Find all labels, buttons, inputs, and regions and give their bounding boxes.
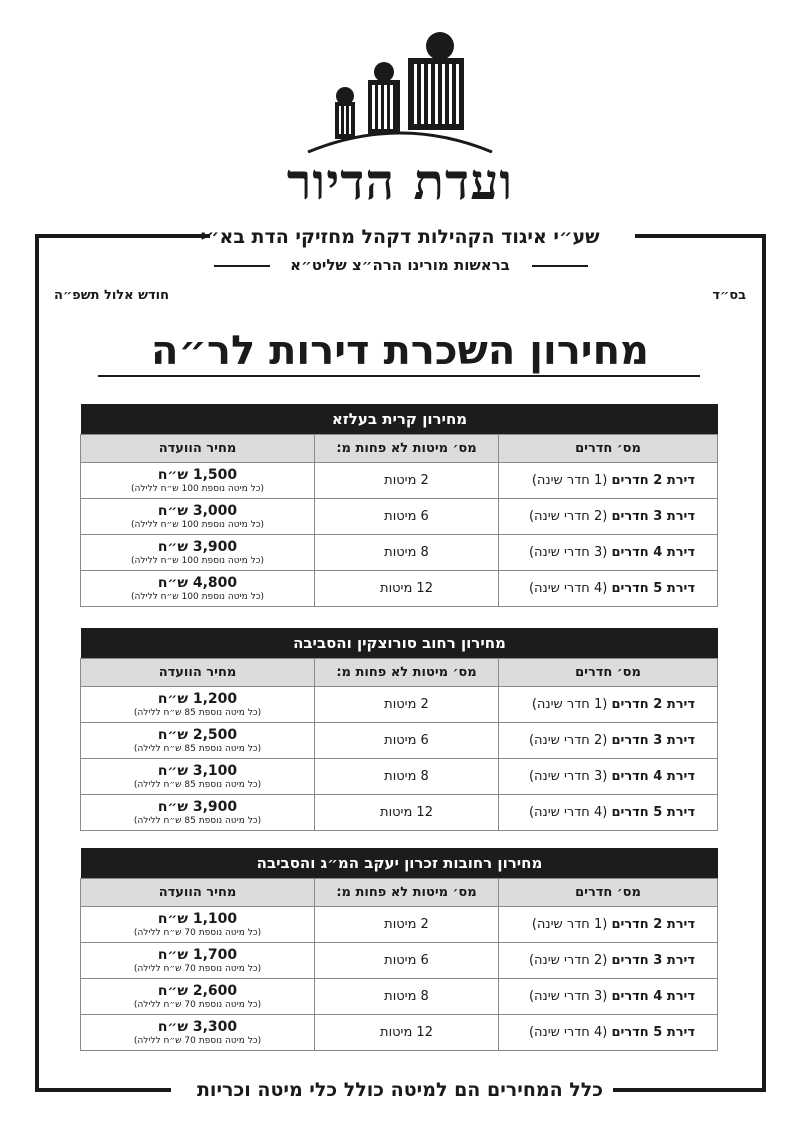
rooms-cell bbox=[499, 795, 718, 831]
beds-cell: 6 מיטות bbox=[315, 943, 499, 979]
price-cell bbox=[81, 943, 315, 979]
rooms-note: (1 חדר שינה) bbox=[531, 473, 612, 488]
table-row bbox=[81, 571, 718, 607]
price-cell bbox=[81, 907, 315, 943]
beds-cell: 12 מיטות bbox=[315, 1015, 499, 1051]
month-label: חודש אלול תשפ״ה bbox=[54, 288, 170, 303]
price-value: 3,000 ש״ח bbox=[157, 502, 238, 519]
beds-cell: 8 מיטות bbox=[315, 759, 499, 795]
rooms-note: (3 חדרי שינה) bbox=[528, 989, 612, 1004]
rooms-cell bbox=[499, 1015, 718, 1051]
rooms-label: דירת 5 חדרים bbox=[611, 805, 695, 820]
table-row bbox=[81, 979, 718, 1015]
rooms-label: דירת 5 חדרים bbox=[611, 1025, 695, 1040]
price-value: 3,300 ש״ח bbox=[157, 1018, 238, 1035]
table-header-row bbox=[81, 659, 718, 687]
price-value: 3,900 ש״ח bbox=[157, 798, 238, 815]
price-cell bbox=[81, 723, 315, 759]
price-table bbox=[80, 878, 718, 1051]
beds-cell: 2 מיטות bbox=[315, 687, 499, 723]
leadership-line: בראשות מורינו הרה״צ שליט״א bbox=[290, 256, 510, 274]
price-value: 3,100 ש״ח bbox=[157, 762, 238, 779]
price-section-zichron-yaakov bbox=[81, 848, 718, 1051]
price-cell bbox=[81, 687, 315, 723]
rooms-note: (4 חדרי שינה) bbox=[528, 1025, 612, 1040]
price-note: (כל מיטה נוספת 70 ש״ח ללילה) bbox=[133, 927, 262, 938]
price-cell bbox=[81, 571, 315, 607]
price-value: 1,200 ש״ח bbox=[157, 690, 238, 707]
rooms-cell bbox=[499, 499, 718, 535]
price-note: (כל מיטה נוספת 70 ש״ח ללילה) bbox=[133, 963, 262, 974]
price-note: (כל מיטה נוספת 100 ש״ח ללילה) bbox=[131, 555, 264, 566]
price-value: 3,900 ש״ח bbox=[157, 538, 238, 555]
org-subtitle: שע״י איגוד הקהילות דקהל מחזיקי הדת בא״י bbox=[200, 226, 600, 248]
rooms-label: דירת 4 חדרים bbox=[611, 545, 695, 560]
buildings-logo-icon bbox=[300, 30, 500, 155]
rooms-cell bbox=[499, 943, 718, 979]
section-title: מחירון רחובות זכרון יעקב המ״ג והסביבה bbox=[81, 848, 718, 878]
price-value: 4,800 ש״ח bbox=[157, 574, 238, 591]
col-header-price: מחיר הוועדה bbox=[81, 435, 315, 463]
price-section-sorotzkin bbox=[81, 628, 718, 831]
table-row bbox=[81, 687, 718, 723]
table-header-row bbox=[81, 435, 718, 463]
rooms-label: דירת 3 חדרים bbox=[611, 953, 695, 968]
table-row bbox=[81, 907, 718, 943]
rooms-label: דירת 3 חדרים bbox=[611, 509, 695, 524]
table-header-row bbox=[81, 879, 718, 907]
col-header-price: מחיר הוועדה bbox=[81, 879, 315, 907]
rooms-label: דירת 5 חדרים bbox=[611, 581, 695, 596]
table-row bbox=[81, 499, 718, 535]
price-value: 1,500 ש״ח bbox=[157, 466, 238, 483]
price-value: 2,500 ש״ח bbox=[157, 726, 238, 743]
rooms-label: דירת 3 חדרים bbox=[611, 733, 695, 748]
rooms-cell bbox=[499, 571, 718, 607]
beds-cell: 8 מיטות bbox=[315, 535, 499, 571]
price-note: (כל מיטה נוספת 85 ש״ח ללילה) bbox=[133, 707, 262, 718]
table-row bbox=[81, 1015, 718, 1051]
table-row bbox=[81, 535, 718, 571]
org-title: ועדת הדיור bbox=[286, 152, 514, 211]
price-value: 2,600 ש״ח bbox=[157, 982, 238, 999]
price-cell bbox=[81, 1015, 315, 1051]
footer-note: כלל המחירים הם למיטה כולל כלי מיטה וכריות bbox=[196, 1079, 604, 1101]
price-table bbox=[80, 658, 718, 831]
price-cell bbox=[81, 979, 315, 1015]
table-row bbox=[81, 723, 718, 759]
price-note: (כל מיטה נוספת 85 ש״ח ללילה) bbox=[133, 779, 262, 790]
beds-cell: 2 מיטות bbox=[315, 463, 499, 499]
rooms-label: דירת 2 חדרים bbox=[611, 917, 695, 932]
rooms-label: דירת 2 חדרים bbox=[611, 697, 695, 712]
rooms-label: דירת 2 חדרים bbox=[611, 473, 695, 488]
price-note: (כל מיטה נוספת 85 ש״ח ללילה) bbox=[133, 743, 262, 754]
price-note: (כל מיטה נוספת 100 ש״ח ללילה) bbox=[131, 483, 264, 494]
rooms-note: (1 חדר שינה) bbox=[531, 917, 612, 932]
table-row bbox=[81, 759, 718, 795]
rooms-cell bbox=[499, 535, 718, 571]
price-note: (כל מיטה נוספת 100 ש״ח ללילה) bbox=[131, 519, 264, 530]
price-cell bbox=[81, 795, 315, 831]
rooms-note: (4 חדרי שינה) bbox=[528, 581, 612, 596]
price-cell bbox=[81, 499, 315, 535]
bsd-mark: בס״ד bbox=[712, 288, 746, 303]
rooms-note: (2 חדרי שינה) bbox=[528, 953, 612, 968]
rooms-cell bbox=[499, 463, 718, 499]
table-row bbox=[81, 943, 718, 979]
rooms-label: דירת 4 חדרים bbox=[611, 989, 695, 1004]
price-cell bbox=[81, 759, 315, 795]
price-note: (כל מיטה נוספת 100 ש״ח ללילה) bbox=[131, 591, 264, 602]
rooms-cell bbox=[499, 979, 718, 1015]
rooms-cell bbox=[499, 759, 718, 795]
rooms-cell bbox=[499, 907, 718, 943]
rooms-note: (2 חדרי שינה) bbox=[528, 509, 612, 524]
col-header-rooms: מס׳ חדרים bbox=[499, 435, 718, 463]
beds-cell: 8 מיטות bbox=[315, 979, 499, 1015]
col-header-price: מחיר הוועדה bbox=[81, 659, 315, 687]
price-cell bbox=[81, 463, 315, 499]
rooms-note: (1 חדר שינה) bbox=[531, 697, 612, 712]
price-table bbox=[80, 434, 718, 607]
price-cell bbox=[81, 535, 315, 571]
price-note: (כל מיטה נוספת 70 ש״ח ללילה) bbox=[133, 999, 262, 1010]
section-title: מחירון רחוב סורוצקין והסביבה bbox=[81, 628, 718, 658]
col-header-beds: מס׳ מיטות לא פחות מ: bbox=[315, 659, 499, 687]
price-note: (כל מיטה נוספת 70 ש״ח ללילה) bbox=[133, 1035, 262, 1046]
beds-cell: 6 מיטות bbox=[315, 723, 499, 759]
beds-cell: 6 מיטות bbox=[315, 499, 499, 535]
beds-cell: 12 מיטות bbox=[315, 571, 499, 607]
price-value: 1,700 ש״ח bbox=[157, 946, 238, 963]
col-header-rooms: מס׳ חדרים bbox=[499, 659, 718, 687]
rooms-note: (3 חדרי שינה) bbox=[528, 545, 612, 560]
page-title: מחירון השכרת דירות לר״ה bbox=[151, 328, 649, 374]
col-header-beds: מס׳ מיטות לא פחות מ: bbox=[315, 435, 499, 463]
beds-cell: 12 מיטות bbox=[315, 795, 499, 831]
rooms-note: (2 חדרי שינה) bbox=[528, 733, 612, 748]
rooms-label: דירת 4 חדרים bbox=[611, 769, 695, 784]
rooms-cell bbox=[499, 687, 718, 723]
rooms-cell bbox=[499, 723, 718, 759]
col-header-beds: מס׳ מיטות לא פחות מ: bbox=[315, 879, 499, 907]
table-row bbox=[81, 795, 718, 831]
price-note: (כל מיטה נוספת 85 ש״ח ללילה) bbox=[133, 815, 262, 826]
rooms-note: (3 חדרי שינה) bbox=[528, 769, 612, 784]
title-underline bbox=[98, 375, 700, 377]
table-row bbox=[81, 463, 718, 499]
price-value: 1,100 ש״ח bbox=[157, 910, 238, 927]
col-header-rooms: מס׳ חדרים bbox=[499, 879, 718, 907]
beds-cell: 2 מיטות bbox=[315, 907, 499, 943]
price-section-belz bbox=[81, 404, 718, 607]
section-title: מחירון קרית בעלזא bbox=[81, 404, 718, 434]
rooms-note: (4 חדרי שינה) bbox=[528, 805, 612, 820]
